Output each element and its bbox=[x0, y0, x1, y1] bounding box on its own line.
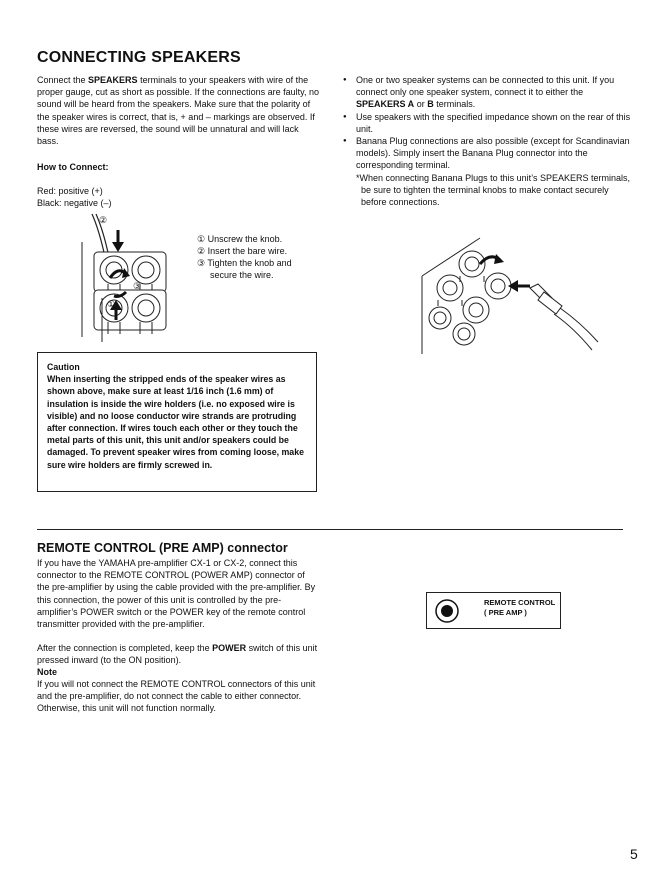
how-to-connect-heading: How to Connect: bbox=[37, 162, 109, 172]
callout-2: ② bbox=[99, 215, 108, 225]
remote-jack-icon bbox=[434, 598, 460, 624]
bullet-dot: ● bbox=[343, 138, 347, 145]
speaker-terminal-illustration bbox=[80, 212, 180, 347]
step-3-continued: secure the wire. bbox=[210, 270, 274, 280]
black-negative-label: Black: negative (–) bbox=[37, 198, 112, 208]
note-heading: Note bbox=[37, 667, 57, 677]
section-divider bbox=[37, 529, 623, 530]
caution-box bbox=[37, 352, 317, 492]
step-3: ③ Tighten the knob and bbox=[197, 258, 292, 268]
step-2: ② Insert the bare wire. bbox=[197, 246, 288, 256]
list-item: ● Banana Plug connections are also possible (except for Scandinavian models). Simply insert the Banana Plug connector into the corresponding terminal. bbox=[343, 136, 630, 171]
red-positive-label: Red: positive (+) bbox=[37, 186, 103, 196]
banana-plug-illustration bbox=[420, 236, 600, 356]
remote-paragraph-1: If you have the YAMAHA pre-amplifier CX-1 or CX-2, connect this connector to the REMOTE CONTROL (POWER AMP) connector of the pre-amplifier by using the cable provided with the pre-amplifier. By this connection, the power of this unit is controlled by the pre-amplifier’s POWER switch or the POWER key of the remote control transmitter provided with the pre-amplifier. bbox=[37, 558, 316, 630]
remote-paragraph-2: After the connection is completed, keep the POWER switch of this unit pressed inward (to the ON position). bbox=[37, 643, 318, 666]
caution-text: When inserting the stripped ends of the speaker wires as shown above, make sure at least 1/16 inch (1.6 mm) of insulation is inside the wire holders (i.e. no exposed wire is visible) and no loose conductor wire strands are protruding after connection. If wires touch each other or they touch the metal parts of this unit, this unit and/or speakers could be damaged. To prevent speaker wires from coming loose, make sure wire holders are firmly screwed in. bbox=[47, 374, 304, 470]
speakers-intro-paragraph: Connect the SPEAKERS terminals to your speakers with wire of the proper gauge, cut as short as possible. If the connections are faulty, no sound will be heard from the speakers. Make sure that the polarity of the speaker wires is correct, that is, + and – markings are observed. If these wires are reversed, the sound will be unnatural and will lack bass. bbox=[37, 75, 320, 147]
note-text: If you will not connect the REMOTE CONTROL connectors of this unit and the pre-amplifier, do not connect the cable to either connector. Otherwise, this unit will not function normally. bbox=[37, 679, 316, 714]
page-number: 5 bbox=[630, 846, 638, 862]
section-title-speakers: CONNECTING SPEAKERS bbox=[37, 49, 241, 66]
callout-1: ① bbox=[107, 299, 116, 309]
bullet-dot: ● bbox=[343, 77, 347, 83]
remote-connector-label: REMOTE CONTROL ( PRE AMP ) bbox=[484, 598, 556, 617]
list-item: ● Use speakers with the specified impedance shown on the rear of this unit. bbox=[343, 111, 631, 134]
banana-plug-note: *When connecting Banana Plugs to this unit’s SPEAKERS terminals, be sure to tighten the terminal knobs to make contact securely before connections. bbox=[356, 172, 630, 208]
connection-steps bbox=[197, 233, 292, 281]
caution-title: Caution bbox=[47, 362, 80, 372]
section-title-remote: REMOTE CONTROL (PRE AMP) connector bbox=[37, 541, 288, 555]
callout-3: ③ bbox=[133, 281, 142, 291]
bullet-dot: ● bbox=[343, 113, 347, 120]
list-item: ● One or two speaker systems can be connected to this unit. If you connect only one speaker system, connect it to either the SPEAKERS A or B terminals. bbox=[343, 75, 615, 110]
speakers-bullet-list bbox=[341, 74, 631, 208]
step-1: ① Unscrew the knob. bbox=[197, 234, 283, 244]
